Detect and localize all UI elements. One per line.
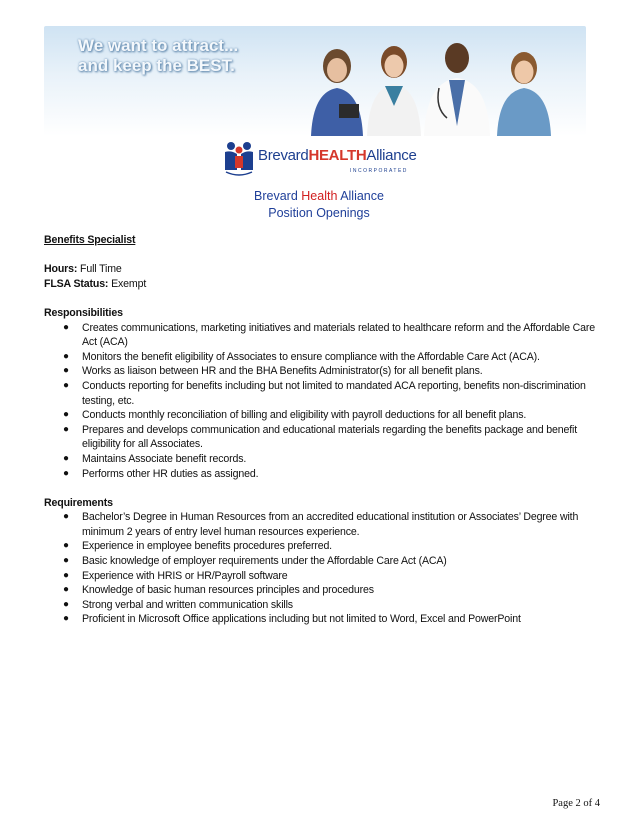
list-item: ● Knowledge of basic human resources principles and procedures <box>63 584 374 597</box>
banner-slogan-line2: and keep the BEST. <box>78 56 235 75</box>
bullet-icon: ● <box>63 452 69 464</box>
list-item: ● Maintains Associate benefit records. <box>63 452 247 465</box>
page-heading <box>0 188 638 222</box>
brand-people-icon <box>222 138 256 178</box>
nurse-figure-2 <box>497 52 551 136</box>
list-item: ● Experience with HRIS or HR/Payroll software <box>63 569 288 582</box>
responsibilities-title: Responsibilities <box>44 306 123 319</box>
brand-name-part1: Brevard <box>258 147 309 164</box>
bullet-icon: ● <box>63 409 69 421</box>
brand-name-part3: Alliance <box>366 147 417 164</box>
job-posting <box>44 233 604 627</box>
bullet-icon: ● <box>63 379 69 391</box>
bullet-icon: ● <box>63 423 69 435</box>
requirements-title: Requirements <box>44 496 113 509</box>
responsibilities-list <box>44 321 604 482</box>
heading-line1 <box>0 188 638 205</box>
bullet-icon: ● <box>63 350 69 362</box>
flsa-value: Exempt <box>108 277 147 290</box>
list-item: ● Proficient in Microsoft Office applications including but not limited to Word, Excel and PowerPoint <box>63 613 521 626</box>
banner-slogan-line1: We want to attract... <box>78 36 239 55</box>
list-item: ● Creates communications, marketing initiatives and materials related to healthcare reform and the Affordable Care Act (ACA) <box>63 321 595 349</box>
hours-label: Hours: <box>44 263 78 276</box>
list-item: ● Basic knowledge of employer requirements under the Affordable Care Act (ACA) <box>63 555 447 568</box>
bullet-icon: ● <box>63 511 69 523</box>
list-item: ● Conducts reporting for benefits including but not limited to mandated ACA reporting, benefits non-discrimination testing, etc. <box>63 379 586 407</box>
heading-line1-a: Brevard <box>254 189 302 203</box>
brand-logo <box>222 138 418 178</box>
nurse-figure <box>311 49 363 136</box>
list-item: ● Prepares and develops communication and educational materials regarding the benefits package and benefit eligibility for all Associates. <box>63 423 577 451</box>
list-item: ● Works as liaison between HR and the BHA Benefits Administrator(s) for all benefit plans. <box>63 365 483 378</box>
heading-line1-b: Health <box>301 189 338 203</box>
heading-line1-c: Alliance <box>337 189 384 203</box>
job-title: Benefits Specialist <box>44 234 136 246</box>
bullet-icon: ● <box>63 365 69 377</box>
bullet-icon: ● <box>63 467 69 479</box>
bullet-icon: ● <box>63 584 69 596</box>
hours-line <box>44 262 604 277</box>
bullet-icon: ● <box>63 598 69 610</box>
flsa-label: FLSA Status: <box>44 277 109 290</box>
brand-name-part2: HEALTH <box>308 147 367 164</box>
brand-name <box>258 147 417 164</box>
list-item: ● Performs other HR duties as assigned. <box>63 467 259 480</box>
bullet-icon: ● <box>63 540 69 552</box>
doctor-woman-figure <box>367 46 421 136</box>
bullet-icon: ● <box>63 569 69 581</box>
requirements-list <box>44 510 604 627</box>
list-item: ● Monitors the benefit eligibility of Associates to ensure compliance with the Affordable Care Act (ACA). <box>63 350 540 363</box>
list-item: ● Strong verbal and written communication skills <box>63 598 293 611</box>
heading-line2: Position Openings <box>268 206 370 220</box>
doctor-man-figure <box>424 43 490 136</box>
list-item: ● Bachelor’s Degree in Human Resources from an accredited educational institution or Associates’ Degree with minimum 2 years of entry level human resources experience. <box>63 511 579 538</box>
list-item: ● Conducts monthly reconciliation of billing and eligibility with payroll deductions for all benefit plans. <box>63 409 527 422</box>
header-banner <box>44 26 586 136</box>
list-item: ● Experience in employee benefits procedures preferred. <box>63 540 332 553</box>
hours-value: Full Time <box>77 263 122 276</box>
bullet-icon: ● <box>63 613 69 625</box>
bullet-icon: ● <box>63 321 69 333</box>
flsa-line <box>44 277 604 292</box>
bullet-icon: ● <box>63 555 69 567</box>
brand-inc: INCORPORATED <box>350 168 408 174</box>
healthcare-staff-image <box>299 26 584 136</box>
page-number: Page 2 of 4 <box>552 798 600 809</box>
